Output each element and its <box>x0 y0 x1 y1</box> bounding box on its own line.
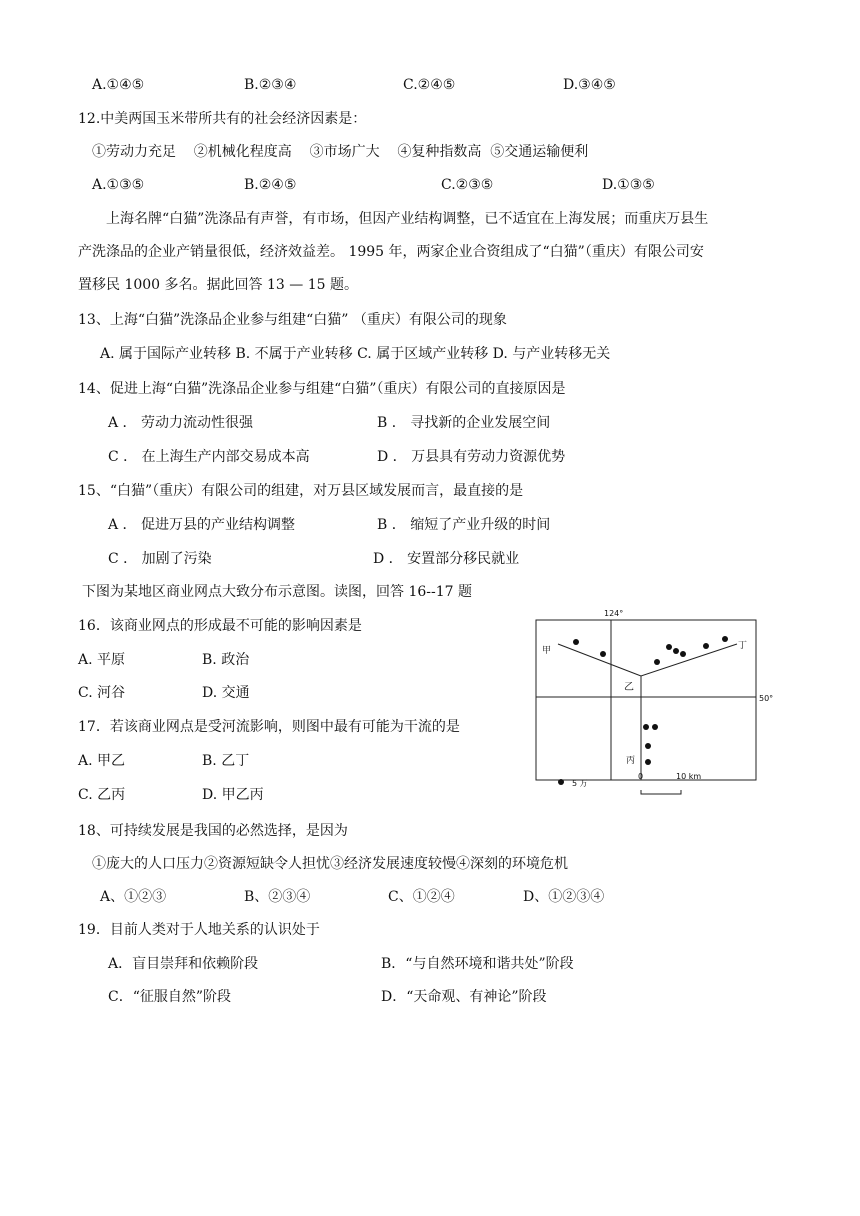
q17-option-d: D. 甲乙丙 <box>202 787 264 803</box>
q19-option-a: A．盲目崇拜和依赖阶段 <box>108 956 259 972</box>
q18-option-a: A、①②③ <box>100 889 167 905</box>
q19-option-c: C．“征服自然”阶段 <box>108 989 232 1005</box>
label-yi: 乙 <box>624 682 634 693</box>
passage-line-1: 上海名牌“白猫”洗涤品有声誉，有市场，但因产业结构调整，已不适宜在上海发展；而重庆万县生 <box>106 211 709 227</box>
q11-option-b: B.②③④ <box>244 77 297 93</box>
q12-option-d: D.①③⑤ <box>602 177 655 193</box>
store-dot <box>654 659 660 665</box>
q17-option-c: C. 乙丙 <box>78 787 126 803</box>
q11-option-d: D.③④⑤ <box>563 77 616 93</box>
q14-option-a: A ． 劳动力流动性很强 <box>108 415 254 431</box>
label-jia: 甲 <box>542 646 552 656</box>
legend-dot <box>558 779 564 785</box>
q12-stem: 12.中美两国玉米带所共有的社会经济因素是： <box>78 111 367 127</box>
store-dot <box>722 636 728 642</box>
river-upper <box>558 644 737 676</box>
map-frame <box>536 620 756 780</box>
store-dot <box>666 644 672 650</box>
q12-items: ①劳动力充足 ②机械化程度高 ③市场广大 ④复种指数高 ⑤交通运输便利 <box>92 144 589 160</box>
intro-16-17: 下图为某地区商业网点大致分布示意图。读图，回答 16--17 题 <box>82 584 472 600</box>
label-bing: 丙 <box>626 756 636 766</box>
scale-bar <box>641 790 681 794</box>
store-dot <box>645 759 651 765</box>
q14-option-d: D ． 万县具有劳动力资源优势 <box>377 449 566 465</box>
q13-stem: 13、上海“白猫”洗涤品企业参与组建“白猫” （重庆）有限公司的现象 <box>78 312 507 328</box>
store-dot <box>645 743 651 749</box>
q15-stem: 15、“白猫”（重庆）有限公司的组建，对万县区域发展而言，最直接的是 <box>78 483 524 499</box>
q17-option-a: A. 甲乙 <box>78 753 126 769</box>
q18-stem: 18、可持续发展是我国的必然选择，是因为 <box>78 823 348 839</box>
q18-option-b: B、②③④ <box>244 889 311 905</box>
q15-option-a: A ． 促进万县的产业结构调整 <box>108 517 296 533</box>
store-dots <box>573 636 728 765</box>
q16-option-c: C. 河谷 <box>78 685 126 701</box>
q12-option-a: A.①③⑤ <box>92 177 145 193</box>
commercial-network-map <box>528 606 774 806</box>
q19-stem: 19．目前人类对于人地关系的认识处于 <box>78 922 320 938</box>
label-ding: 丁 <box>738 641 748 651</box>
store-dot <box>573 639 579 645</box>
longitude-label: 124° <box>604 609 624 618</box>
store-dot <box>703 643 709 649</box>
q19-option-b: B．“与自然环境和谐共处”阶段 <box>381 956 574 972</box>
q14-option-b: B ． 寻找新的企业发展空间 <box>377 415 551 431</box>
legend-label: 5 万 <box>572 779 588 788</box>
q16-option-b: B. 政治 <box>202 652 250 668</box>
q11-option-a: A.①④⑤ <box>92 77 145 93</box>
q14-stem: 14、促进上海“白猫”洗涤品企业参与组建“白猫”（重庆）有限公司的直接原因是 <box>78 381 566 397</box>
latitude-label: 50° <box>759 694 774 703</box>
q17-option-b: B. 乙丁 <box>202 753 250 769</box>
q16-option-a: A. 平原 <box>78 652 126 668</box>
passage-line-2: 产洗涤品的企业产销量很低，经济效益差。 1995 年，两家企业合资组成了“白猫”（重庆）有限公司安 <box>78 244 704 260</box>
q17-stem: 17．若该商业网点是受河流影响，则图中最有可能为干流的是 <box>78 719 460 735</box>
store-dot <box>652 724 658 730</box>
scale-zero: 0 <box>638 772 644 781</box>
q15-option-c: C ． 加剧了污染 <box>108 551 212 567</box>
store-dot <box>680 651 686 657</box>
q19-option-d: D．“天命观、有神论”阶段 <box>381 989 547 1005</box>
q18-option-c: C、①②④ <box>388 889 455 905</box>
q13-options: A. 属于国际产业转移 B. 不属于产业转移 C. 属于区域产业转移 D. 与产业转移无关 <box>100 346 611 362</box>
passage-line-3: 置移民 1000 多名。据此回答 13 — 15 题。 <box>78 277 358 293</box>
q18-option-d: D、①②③④ <box>523 889 605 905</box>
q14-option-c: C ． 在上海生产内部交易成本高 <box>108 449 310 465</box>
q16-stem: 16．该商业网点的形成最不可能的影响因素是 <box>78 618 362 634</box>
q15-option-d: D ． 安置部分移民就业 <box>373 551 520 567</box>
q12-option-b: B.②④⑤ <box>244 177 297 193</box>
store-dot <box>600 651 606 657</box>
q15-option-b: B ． 缩短了产业升级的时间 <box>377 517 551 533</box>
q16-option-d: D. 交通 <box>202 685 250 701</box>
store-dot <box>643 724 649 730</box>
q11-option-c: C.②④⑤ <box>403 77 456 93</box>
store-dot <box>673 648 679 654</box>
q12-option-c: C.②③⑤ <box>441 177 494 193</box>
q18-items: ①庞大的人口压力②资源短缺令人担忧③经济发展速度较慢④深刻的环境危机 <box>92 856 568 872</box>
scale-label: 10 km <box>676 772 702 781</box>
